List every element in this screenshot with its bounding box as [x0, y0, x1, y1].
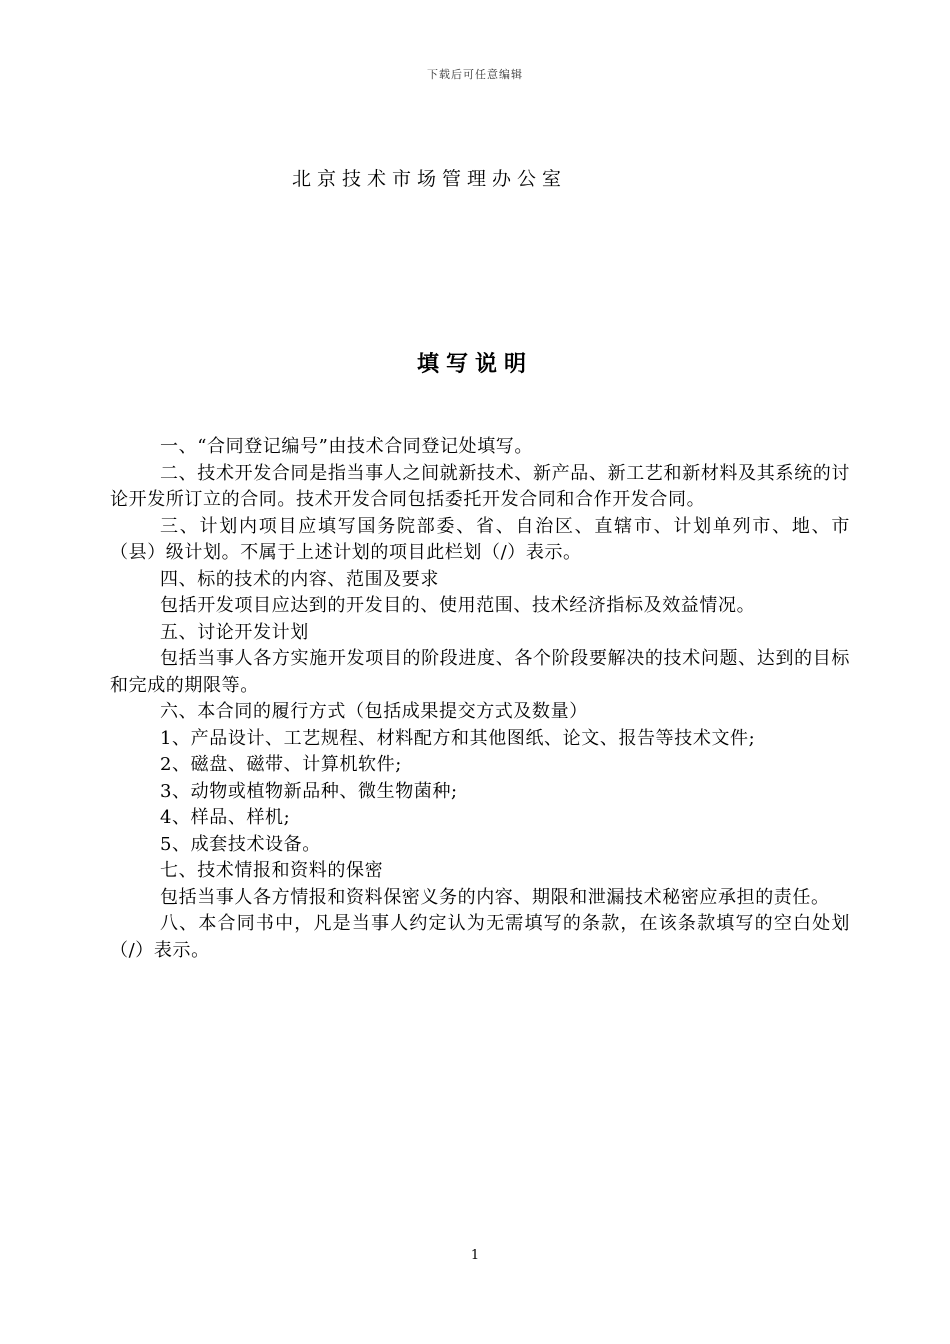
paragraph: 包括当事人各方情报和资料保密义务的内容、期限和泄漏技术秘密应承担的责任。	[160, 886, 830, 908]
paragraph: 2、磁盘、磁带、计算机软件;	[160, 754, 402, 775]
page-number: 1	[470, 1248, 480, 1263]
paragraph: 三、计划内项目应填写国务院部委、省、自治区、直辖市、计划单列市、地、市（县）级计划。不属于上述计划的项目此栏划（/）表示。	[110, 515, 850, 563]
paragraph: 1、产品设计、工艺规程、材料配方和其他图纸、论文、报告等技术文件;	[160, 727, 756, 749]
paragraph: 五、讨论开发计划	[160, 621, 309, 643]
paragraph: 包括当事人各方实施开发项目的阶段进度、各个阶段要解决的技术问题、达到的目标和完成的期限等。	[110, 648, 850, 696]
paragraph: 八、本合同书中，凡是当事人约定认为无需填写的条款，在该条款填写的空白处划（/）表示。	[110, 913, 850, 961]
paragraph: 七、技术情报和资料的保密	[160, 860, 384, 881]
instructions-body	[110, 434, 850, 964]
paragraph: 一、“合同登记编号”由技术合同登记处填写。	[160, 436, 534, 457]
paragraph: 5、成套技术设备。	[160, 833, 321, 855]
header-note: 下载后可任意编辑	[427, 68, 523, 81]
paragraph: 包括开发项目应达到的开发目的、使用范围、技术经济指标及效益情况。	[160, 595, 756, 616]
paragraph: 二、技术开发合同是指当事人之间就新技术、新产品、新工艺和新材料及其系统的讨论开发所订立的合同。技术开发合同包括委托开发合同和合作开发合同。	[110, 462, 850, 510]
office-name: 北京技术市场管理办公室	[292, 168, 568, 190]
paragraph: 4、样品、样机;	[160, 807, 291, 828]
page-title: 填写说明	[416, 352, 533, 377]
paragraph: 四、标的技术的内容、范围及要求	[160, 568, 439, 590]
paragraph: 六、本合同的履行方式（包括成果提交方式及数量）	[160, 701, 588, 722]
paragraph: 3、动物或植物新品种、微生物菌种;	[160, 780, 458, 802]
